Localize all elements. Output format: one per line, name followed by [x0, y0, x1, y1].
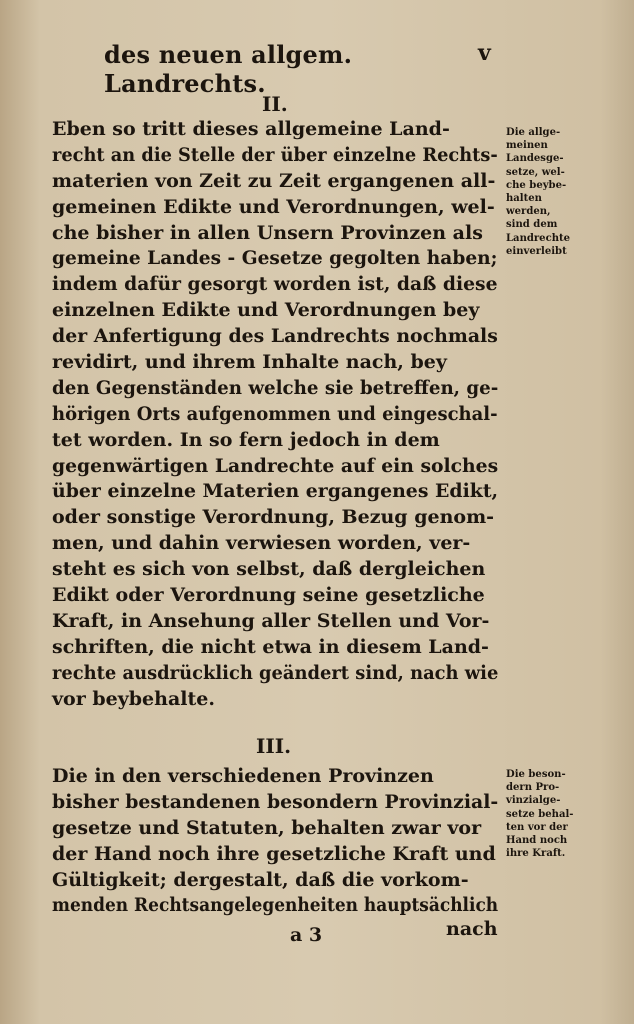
text-line: revidirt, und ihrem Inhalte nach, bey: [52, 351, 447, 374]
margin-note-line: meinen: [506, 139, 548, 152]
margin-note-line: werden,: [506, 205, 551, 218]
text-line: materien von Zeit zu Zeit ergangenen all-: [52, 169, 496, 192]
text-line: che bisher in allen Unsern Provinzen als: [52, 221, 483, 244]
text-line: über einzelne Materien ergangenes Edikt,: [52, 480, 499, 503]
text-line: hörigen Orts aufgenommen und eingeschal-: [52, 402, 498, 425]
margin-note-line: ihre Kraft.: [506, 847, 566, 860]
margin-note-line: sind dem: [506, 218, 558, 231]
margin-note-line: Hand noch: [506, 833, 568, 846]
text-line: einzelnen Edikte und Verordnungen bey: [52, 299, 480, 322]
text-line: den Gegenständen welche sie betreffen, ge-: [52, 376, 499, 399]
section-number-3: III.: [256, 734, 292, 758]
margin-note-line: Landrechte: [506, 231, 571, 244]
text-line: Edikt oder Verordnung seine gesetzliche: [52, 584, 485, 607]
margin-note-line: vinzialge-: [506, 794, 561, 807]
text-line: steht es sich von selbst, daß dergleichen: [52, 558, 486, 581]
section-3-body: [52, 764, 498, 919]
text-line: bisher bestandenen besondern Provinzial-: [52, 790, 499, 813]
text-line: vor beybehalte.: [52, 687, 215, 710]
text-line: gemeine Landes - Gesetze gegolten haben;: [52, 247, 498, 270]
margin-note-line: Die allge-: [506, 126, 561, 138]
margin-note-line: che beybe-: [506, 178, 567, 191]
margin-note-line: Die beson-: [506, 768, 566, 780]
text-line: Eben so tritt dieses allgemeine Land-: [52, 118, 450, 140]
text-line: gegenwärtigen Landrechte auf ein solches: [52, 454, 499, 477]
text-line: der Anfertigung des Landrechts nochmals: [52, 325, 498, 348]
text-line: tet worden. In so fern jedoch in dem: [52, 428, 440, 451]
text-line: recht an die Stelle der über einzelne Rechts-: [52, 143, 498, 166]
margin-note-line: setze behal-: [506, 807, 574, 820]
catchword: nach: [446, 918, 498, 940]
margin-note-line: setze, wel-: [506, 165, 565, 178]
text-line: Gültigkeit; dergestalt, daß die vorkom-: [52, 868, 469, 891]
text-line: gesetze und Statuten, behalten zwar vor: [52, 816, 482, 839]
section-2-margin-note: [506, 126, 598, 258]
text-line: rechte ausdrücklich geändert sind, nach wie: [52, 661, 499, 684]
text-line: menden Rechtsangelegenheiten hauptsächlich: [52, 894, 499, 917]
margin-note-line: dern Pro-: [506, 781, 560, 794]
margin-note-line: einverleibt: [506, 244, 567, 257]
text-line: Kraft, in Ansehung aller Stellen und Vor-: [52, 609, 490, 632]
text-line: der Hand noch ihre gesetzliche Kraft und: [52, 842, 496, 865]
running-title: des neuen allgem. Landrechts.: [104, 40, 353, 98]
section-number-2: II.: [262, 92, 288, 116]
text-line: schriften, die nicht etwa in diesem Land-: [52, 635, 489, 658]
page-number: v: [478, 40, 491, 66]
text-line: gemeinen Edikte und Verordnungen, wel-: [52, 195, 495, 218]
text-line: Die in den verschiedenen Provinzen: [52, 765, 434, 787]
margin-note-line: ten vor der: [506, 820, 568, 833]
section-2-body: [52, 117, 498, 712]
section-3-margin-note: [506, 768, 598, 860]
margin-note-line: halten: [506, 191, 542, 204]
text-line: indem dafür gesorgt worden ist, daß diese: [52, 273, 498, 296]
text-line: men, und dahin verwiesen worden, ver-: [52, 532, 471, 555]
signature-mark: a 3: [290, 924, 323, 946]
text-line: oder sonstige Verordnung, Bezug genom-: [52, 506, 495, 529]
margin-note-line: Landesge-: [506, 152, 564, 165]
